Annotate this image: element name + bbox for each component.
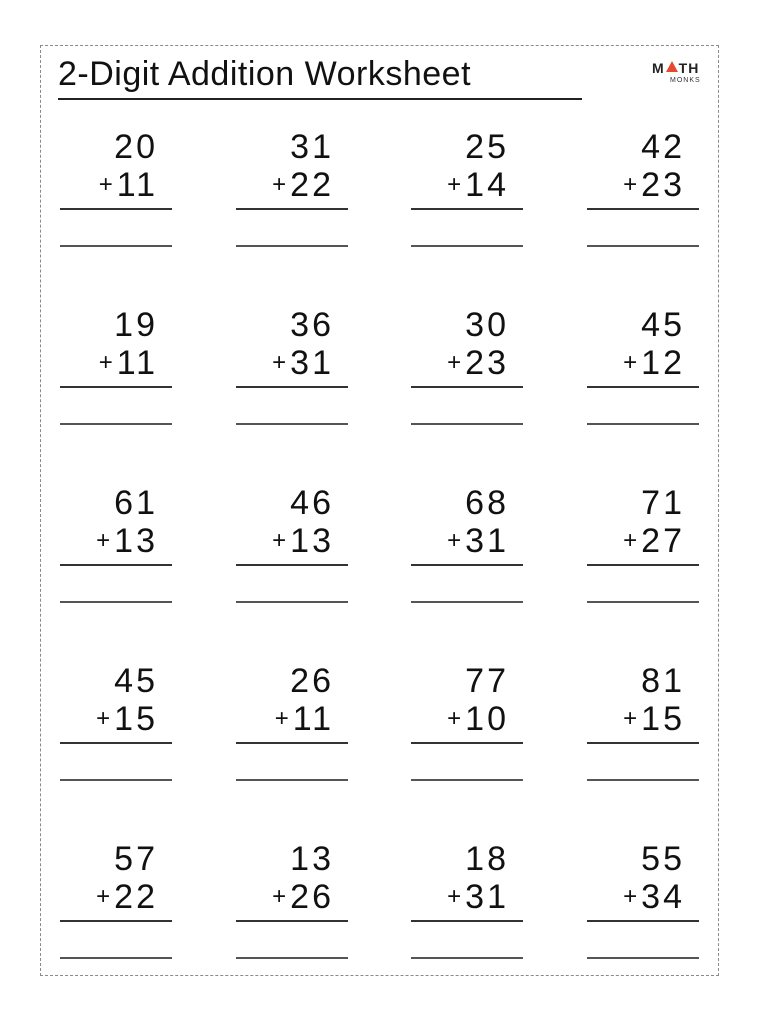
plus-sign: + xyxy=(623,705,638,732)
answer-blank[interactable] xyxy=(411,957,523,959)
addend-bottom: 14 xyxy=(465,166,509,204)
sum-rule xyxy=(60,208,172,210)
addend-bottom: 13 xyxy=(290,522,334,560)
plus-sign: + xyxy=(623,527,638,554)
addend-bottom: 11 xyxy=(116,166,158,204)
addend-bottom: 15 xyxy=(114,700,158,738)
addend-bottom-row xyxy=(96,522,158,560)
problem-1 xyxy=(60,128,172,258)
addend-top: 77 xyxy=(465,662,509,700)
answer-blank[interactable] xyxy=(587,779,699,781)
addend-bottom: 31 xyxy=(290,344,334,382)
problem-4 xyxy=(587,128,699,258)
sum-rule xyxy=(411,920,523,922)
addend-bottom-row xyxy=(272,344,334,382)
addend-bottom: 22 xyxy=(290,166,334,204)
answer-blank[interactable] xyxy=(411,423,523,425)
answer-blank[interactable] xyxy=(236,423,348,425)
problem-11 xyxy=(411,484,523,614)
answer-blank[interactable] xyxy=(587,245,699,247)
answer-blank[interactable] xyxy=(236,779,348,781)
addend-bottom-row xyxy=(447,878,509,916)
problem-8 xyxy=(587,306,699,436)
addend-top: 13 xyxy=(290,840,334,878)
plus-sign: + xyxy=(447,883,462,910)
addend-bottom: 27 xyxy=(641,522,685,560)
answer-blank[interactable] xyxy=(587,957,699,959)
problem-7 xyxy=(411,306,523,436)
sum-rule xyxy=(236,564,348,566)
addend-bottom-row xyxy=(623,522,685,560)
answer-blank[interactable] xyxy=(60,423,172,425)
addend-top: 25 xyxy=(465,128,509,166)
sum-rule xyxy=(60,920,172,922)
addend-bottom-row xyxy=(272,166,334,204)
addend-bottom-row xyxy=(623,344,685,382)
plus-sign: + xyxy=(447,171,462,198)
addend-bottom: 11 xyxy=(292,700,334,738)
sum-rule xyxy=(236,920,348,922)
problem-10 xyxy=(236,484,348,614)
addend-top: 26 xyxy=(290,662,334,700)
plus-sign: + xyxy=(96,883,111,910)
addend-top: 20 xyxy=(114,128,158,166)
addend-bottom-row xyxy=(623,878,685,916)
addend-top: 71 xyxy=(641,484,685,522)
sum-rule xyxy=(587,564,699,566)
sum-rule xyxy=(587,208,699,210)
plus-sign: + xyxy=(96,527,111,554)
answer-blank[interactable] xyxy=(60,779,172,781)
addend-top: 30 xyxy=(465,306,509,344)
addend-bottom-row xyxy=(623,166,685,204)
addend-bottom: 31 xyxy=(465,522,509,560)
problem-14 xyxy=(236,662,348,792)
addend-top: 57 xyxy=(114,840,158,878)
problem-18 xyxy=(236,840,348,970)
sum-rule xyxy=(587,742,699,744)
answer-blank[interactable] xyxy=(60,957,172,959)
answer-blank[interactable] xyxy=(60,601,172,603)
plus-sign: + xyxy=(272,883,287,910)
addend-top: 55 xyxy=(641,840,685,878)
addend-top: 31 xyxy=(290,128,334,166)
sum-rule xyxy=(587,920,699,922)
addend-top: 36 xyxy=(290,306,334,344)
addend-bottom: 11 xyxy=(116,344,158,382)
sum-rule xyxy=(411,564,523,566)
sum-rule xyxy=(236,742,348,744)
plus-sign: + xyxy=(98,349,113,376)
plus-sign: + xyxy=(96,705,111,732)
answer-blank[interactable] xyxy=(411,601,523,603)
plus-sign: + xyxy=(447,705,462,732)
addend-top: 81 xyxy=(641,662,685,700)
addend-top: 45 xyxy=(114,662,158,700)
sum-rule xyxy=(60,386,172,388)
answer-blank[interactable] xyxy=(411,245,523,247)
addend-top: 61 xyxy=(114,484,158,522)
answer-blank[interactable] xyxy=(60,245,172,247)
plus-sign: + xyxy=(272,171,287,198)
answer-blank[interactable] xyxy=(236,245,348,247)
problem-2 xyxy=(236,128,348,258)
plus-sign: + xyxy=(98,171,113,198)
addend-bottom-row xyxy=(99,166,158,204)
answer-blank[interactable] xyxy=(236,957,348,959)
plus-sign: + xyxy=(272,527,287,554)
addend-bottom: 22 xyxy=(114,878,158,916)
plus-sign: + xyxy=(623,171,638,198)
sum-rule xyxy=(411,742,523,744)
plus-sign: + xyxy=(447,527,462,554)
sum-rule xyxy=(411,208,523,210)
sum-rule xyxy=(587,386,699,388)
problem-3 xyxy=(411,128,523,258)
addend-bottom: 34 xyxy=(641,878,685,916)
problem-20 xyxy=(587,840,699,970)
answer-blank[interactable] xyxy=(411,779,523,781)
brand-letter-right: TH xyxy=(678,60,700,76)
addend-bottom-row xyxy=(447,166,509,204)
sum-rule xyxy=(236,386,348,388)
answer-blank[interactable] xyxy=(587,601,699,603)
addend-bottom: 10 xyxy=(465,700,509,738)
addend-bottom: 13 xyxy=(114,522,158,560)
addend-bottom-row xyxy=(447,344,509,382)
addend-bottom-row xyxy=(275,700,334,738)
answer-blank[interactable] xyxy=(236,601,348,603)
problem-9 xyxy=(60,484,172,614)
sum-rule xyxy=(236,208,348,210)
addend-bottom-row xyxy=(272,522,334,560)
addend-top: 19 xyxy=(114,306,158,344)
addend-bottom: 12 xyxy=(641,344,685,382)
sum-rule xyxy=(411,386,523,388)
addend-top: 46 xyxy=(290,484,334,522)
plus-sign: + xyxy=(274,705,289,732)
problem-15 xyxy=(411,662,523,792)
addend-bottom-row xyxy=(447,700,509,738)
addend-bottom: 26 xyxy=(290,878,334,916)
answer-blank[interactable] xyxy=(587,423,699,425)
addend-top: 18 xyxy=(465,840,509,878)
title-underline xyxy=(58,98,582,100)
problem-16 xyxy=(587,662,699,792)
plus-sign: + xyxy=(623,883,638,910)
addend-bottom-row xyxy=(96,700,158,738)
plus-sign: + xyxy=(447,349,462,376)
problem-5 xyxy=(60,306,172,436)
addend-top: 68 xyxy=(465,484,509,522)
problem-12 xyxy=(587,484,699,614)
problem-6 xyxy=(236,306,348,436)
triangle-icon xyxy=(666,61,678,72)
brand-letter-left: M xyxy=(652,60,665,76)
plus-sign: + xyxy=(272,349,287,376)
problem-13 xyxy=(60,662,172,792)
addend-bottom-row xyxy=(447,522,509,560)
addend-bottom-row xyxy=(623,700,685,738)
addend-bottom-row xyxy=(96,878,158,916)
brand-wordmark xyxy=(652,60,699,76)
problem-17 xyxy=(60,840,172,970)
problem-19 xyxy=(411,840,523,970)
worksheet-title: 2-Digit Addition Worksheet xyxy=(58,55,472,93)
sum-rule xyxy=(60,564,172,566)
brand-subtitle: MONKS xyxy=(670,77,701,84)
addend-top: 42 xyxy=(641,128,685,166)
brand-logo xyxy=(652,60,712,88)
plus-sign: + xyxy=(623,349,638,376)
addend-bottom-row xyxy=(272,878,334,916)
addend-bottom: 15 xyxy=(641,700,685,738)
addend-bottom: 31 xyxy=(465,878,509,916)
sum-rule xyxy=(60,742,172,744)
addend-bottom-row xyxy=(99,344,158,382)
addend-top: 45 xyxy=(641,306,685,344)
addend-bottom: 23 xyxy=(465,344,509,382)
addend-bottom: 23 xyxy=(641,166,685,204)
